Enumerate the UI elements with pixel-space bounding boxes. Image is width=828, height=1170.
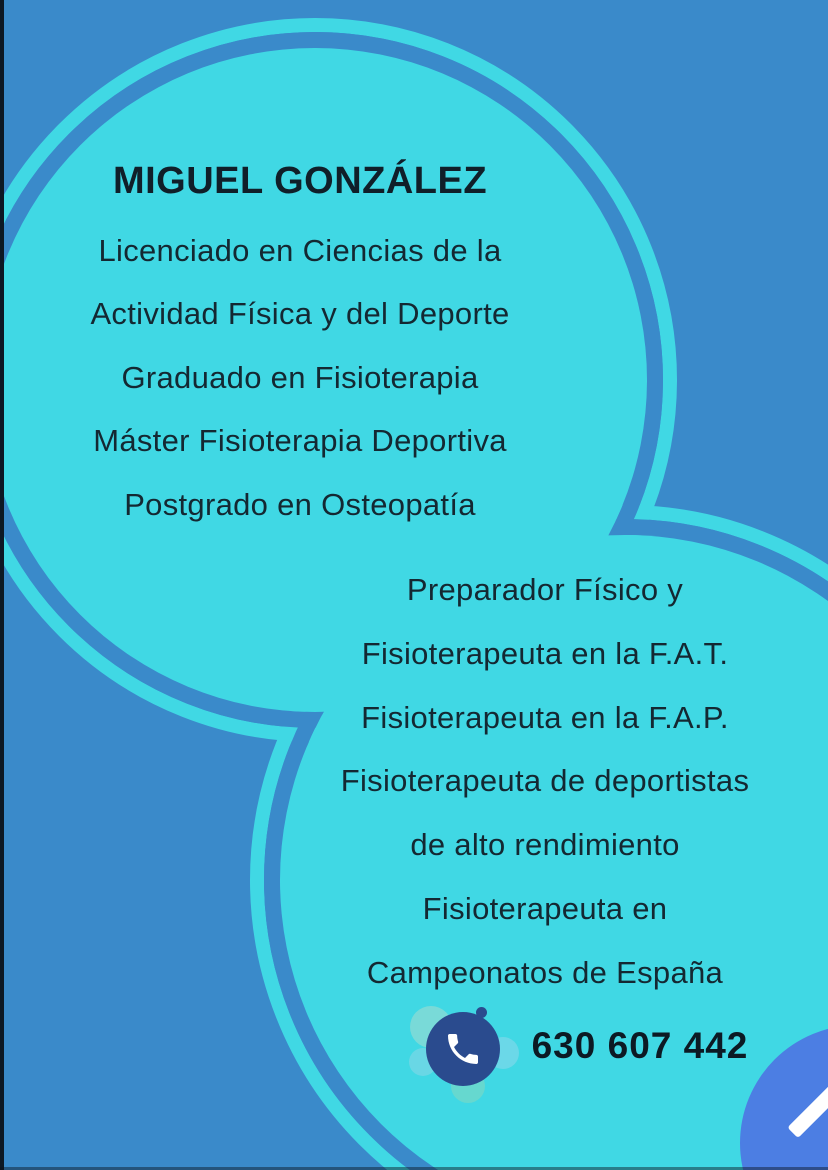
- role-line: Preparador Físico y: [406, 572, 684, 607]
- role-line: Campeonatos de España: [366, 954, 724, 990]
- credential-line: Licenciado en Ciencias de la: [98, 233, 502, 268]
- role-line: Fisioterapeuta en la F.A.T.: [361, 635, 729, 671]
- credentials-list: [15, 219, 585, 536]
- profile-block: [15, 156, 585, 536]
- role-line: Fisioterapeuta de deportistas: [340, 763, 750, 799]
- phone-icon: [405, 1000, 520, 1095]
- decor-dot: [476, 1007, 487, 1018]
- phone-receiver-icon: [443, 1029, 483, 1069]
- profile-name: MIGUEL GONZÁLEZ: [112, 160, 488, 202]
- role-line: Fisioterapeuta en la F.A.P.: [361, 699, 729, 735]
- credential-line: Máster Fisioterapia Deportiva: [93, 423, 507, 459]
- pencil-icon: [787, 1081, 828, 1138]
- role-line: de alto rendimiento: [410, 827, 680, 863]
- phone-number: 630 607 442: [531, 1025, 749, 1066]
- credential-line: Graduado en Fisioterapia: [121, 359, 479, 395]
- credential-line: Postgrado en Osteopatía: [124, 486, 476, 522]
- left-edge-strip: [0, 0, 4, 1170]
- phone-badge-circle: [426, 1012, 500, 1086]
- roles-block: [285, 558, 805, 1005]
- credential-line: Actividad Física y del Deporte: [90, 296, 510, 332]
- role-line: Fisioterapeuta en: [422, 890, 668, 926]
- phone-row: [405, 1000, 765, 1095]
